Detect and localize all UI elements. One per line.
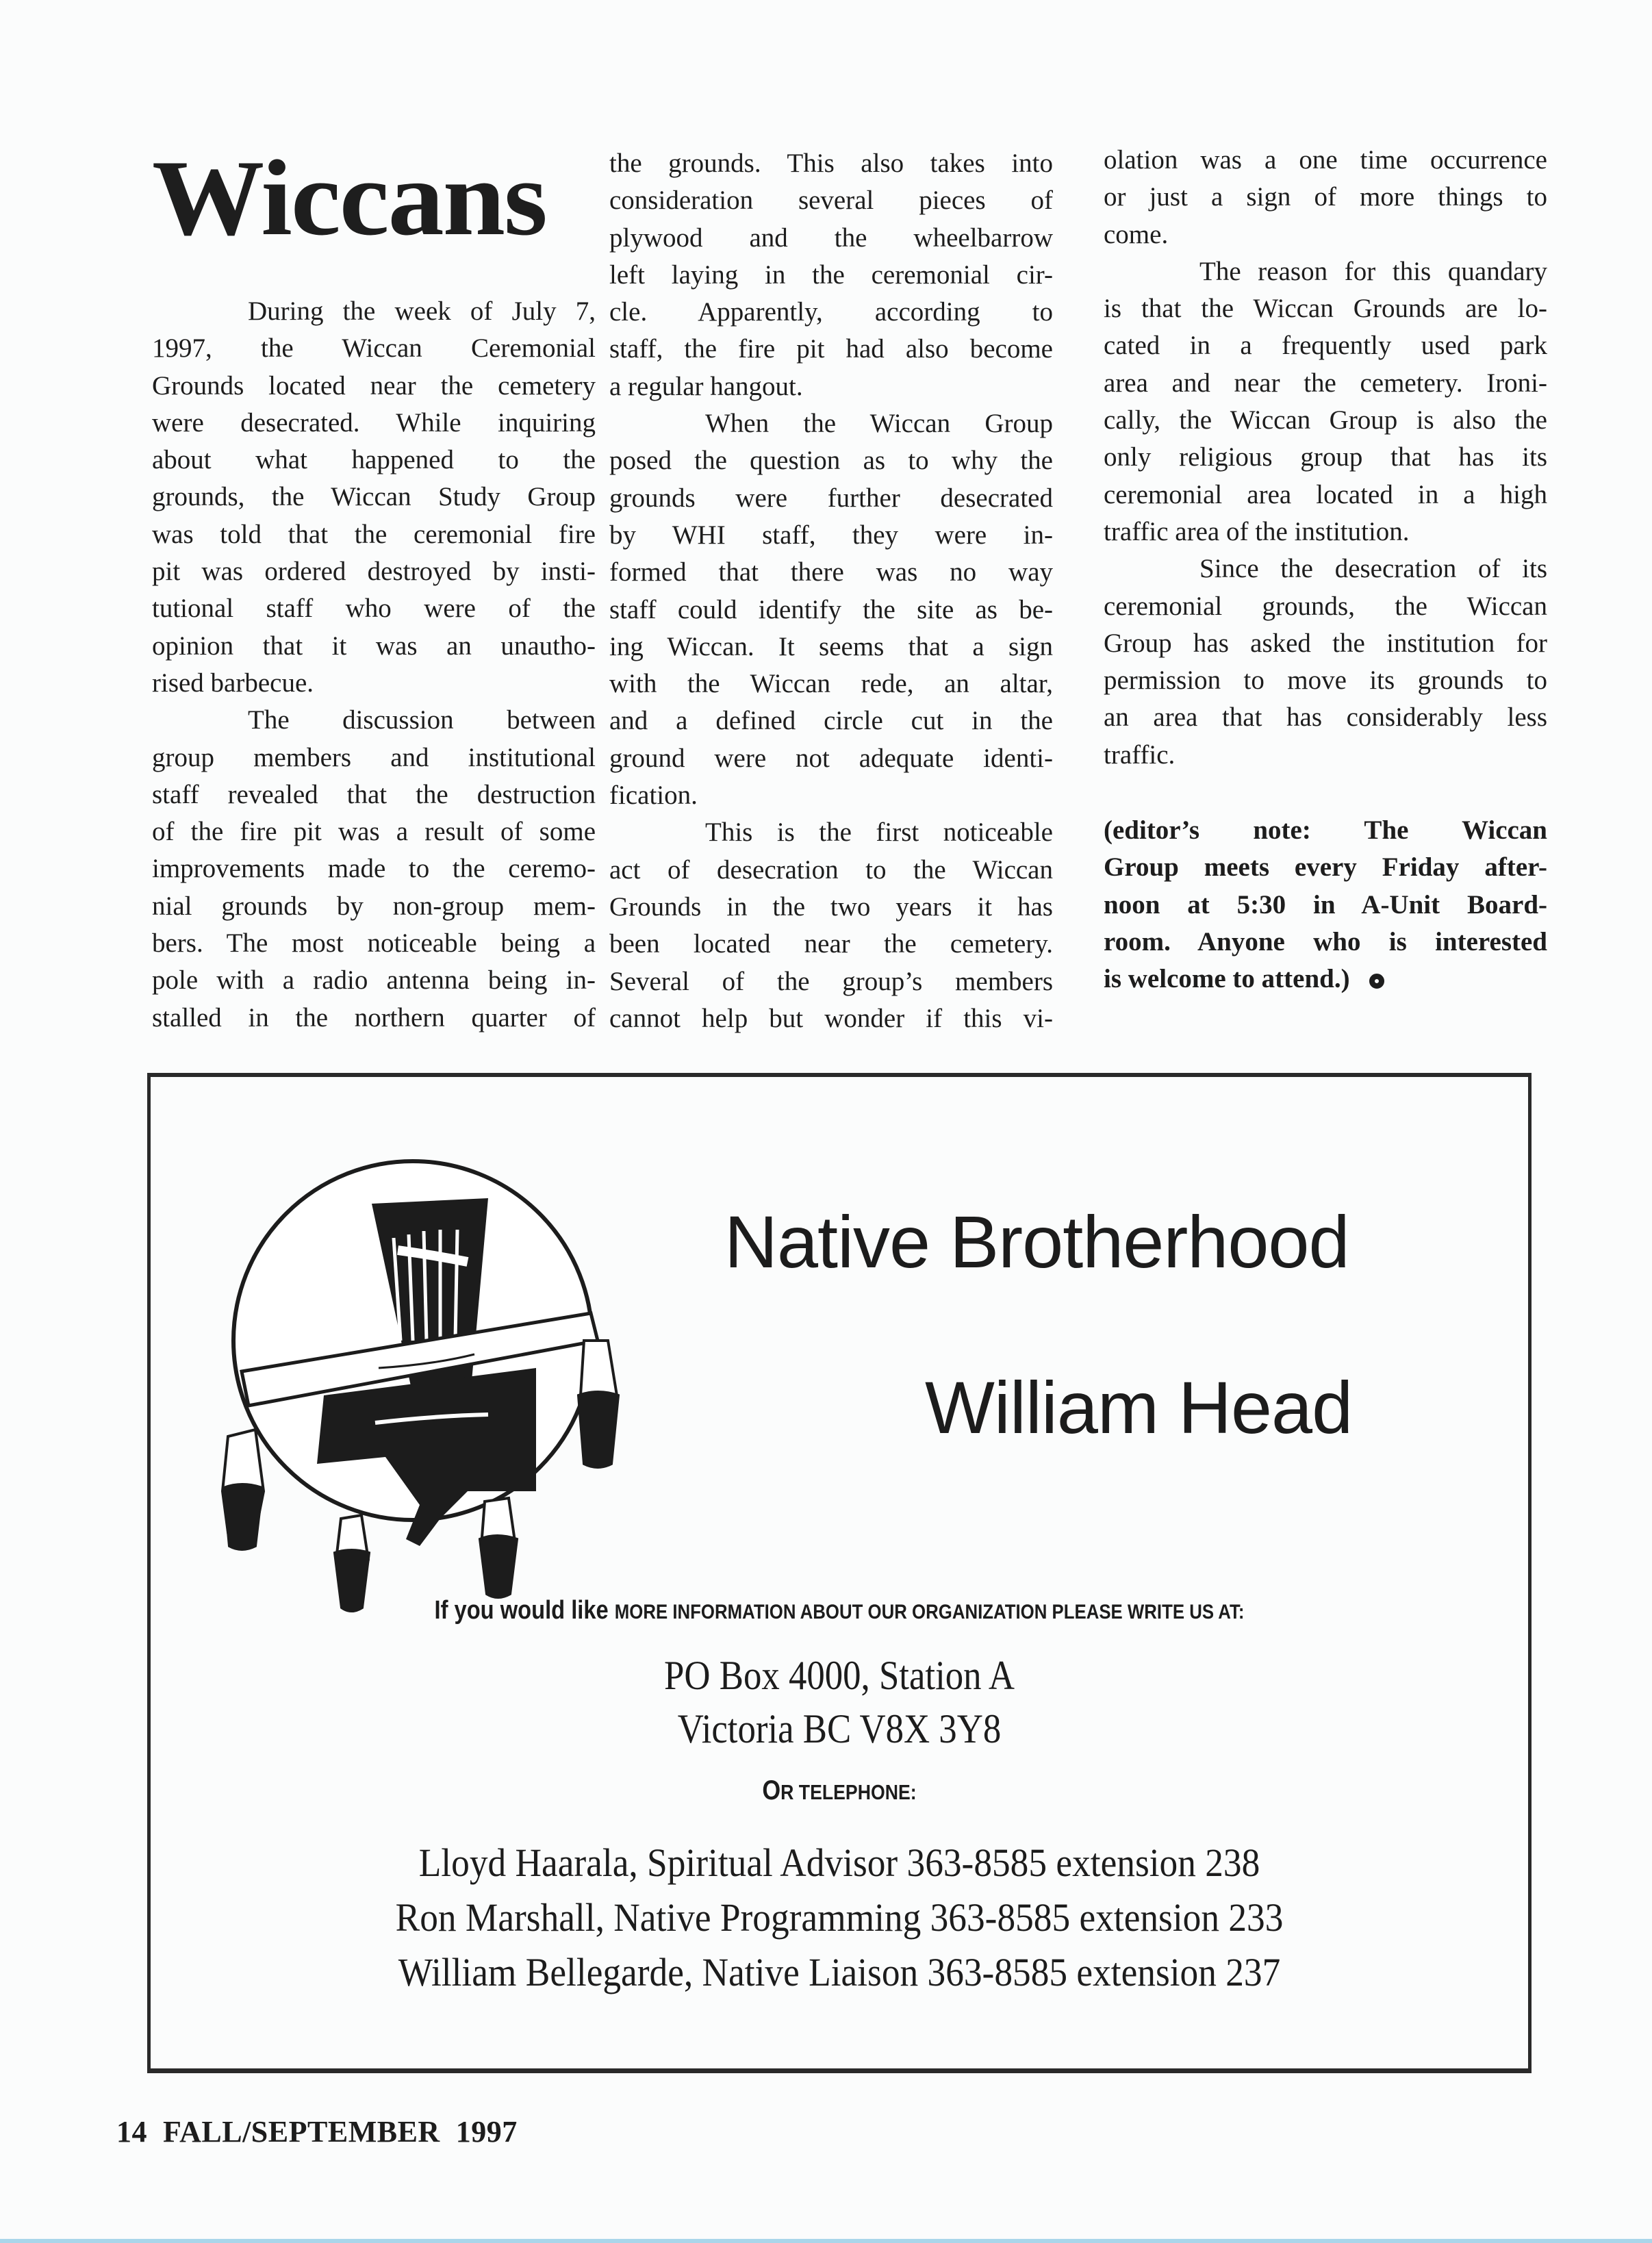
page-number: 14 — [116, 2115, 147, 2149]
article-text-line: consideration several pieces of — [609, 186, 1053, 216]
article-text-line: nial grounds by non-group mem- — [152, 891, 596, 921]
article-text-line: Since the desecration of its — [1199, 554, 1547, 584]
article-text-line: ceremonial grounds, the Wiccan — [1104, 591, 1547, 621]
article-text-line: grounds were further desecrated — [609, 483, 1053, 513]
contact-entry: Lloyd Haarala, Spiritual Advisor 363-8585 extension 238 — [418, 1840, 1260, 1885]
article-text-line: a regular hangout. — [609, 371, 803, 401]
editors-note-line — [1104, 812, 1547, 849]
article-text-line: with the Wiccan rede, an altar, — [609, 669, 1053, 699]
native-brotherhood-ad — [147, 1073, 1532, 2073]
article-text-line: opinion that it was an unautho- — [152, 631, 596, 661]
write-us-prompt-start: If you would like — [434, 1596, 615, 1625]
telephone-prompt-initial: O — [762, 1775, 781, 1805]
article-text-line: improvements made to the ceremo- — [152, 854, 596, 884]
article-text-line: been located near the cemetery. — [609, 929, 1053, 959]
scan-edge-strip — [0, 2239, 1652, 2243]
article-text-line: ceremonial area located in a high — [1104, 479, 1547, 509]
article-text-line: come. — [1104, 219, 1169, 249]
article-text-line: traffic. — [1104, 739, 1176, 770]
article-text-line: is that the Wiccan Grounds are lo- — [1104, 294, 1547, 324]
article-text-line: staff revealed that the destruction — [152, 779, 596, 809]
article-text-line: Grounds located near the cemetery — [152, 370, 596, 401]
article-text-line: staff could identify the site as be- — [609, 594, 1053, 624]
editors-note-text: is welcome to attend.) — [1104, 964, 1350, 994]
article-column-2 — [609, 145, 1053, 1037]
telephone-prompt-rest: R TELEPHONE: — [780, 1780, 917, 1804]
article-text-line: rised barbecue. — [152, 668, 314, 698]
article-text-line: cated in a frequently used park — [1104, 331, 1547, 361]
article-text-line: formed that there was no way — [609, 557, 1053, 587]
ad-title-william-head: William Head — [925, 1366, 1353, 1449]
article-text-line: olation was a one time occurrence — [1104, 145, 1547, 175]
article-text-line: pit was ordered destroyed by insti- — [152, 557, 596, 587]
write-us-prompt — [247, 1596, 1432, 1625]
article-text-line: were desecrated. While inquiring — [152, 407, 596, 438]
article-column-1 — [152, 293, 596, 1037]
article-text-line: plywood and the wheelbarrow — [609, 223, 1053, 253]
article-text-line: bers. The most noticeable being a — [152, 928, 596, 959]
article-text-line: cannot help but wonder if this vi- — [609, 1003, 1053, 1033]
article-text-line: was told that the ceremonial fire — [152, 519, 596, 549]
article-text-line: stalled in the northern quarter of — [152, 1002, 596, 1032]
article-text-line: or just a sign of more things to — [1104, 182, 1547, 212]
article-text-line: of the fire pit was a result of some — [152, 817, 596, 847]
article-text-line: only religious group that has its — [1104, 442, 1547, 472]
editors-note-line — [1104, 887, 1547, 924]
article-text-line: by WHI staff, they were in- — [609, 520, 1053, 550]
editors-note-line — [1104, 961, 1547, 998]
article-text-line: an area that has considerably less — [1104, 702, 1547, 733]
article-text-line: staff, the fire pit had also become — [609, 334, 1053, 364]
issue-date: FALL/SEPTEMBER 1997 — [163, 2115, 518, 2149]
contact-entry: William Bellegarde, Native Liaison 363-8585 extension 237 — [398, 1950, 1281, 1994]
article-text-line: traffic area of the institution. — [1104, 516, 1410, 546]
end-of-article-icon — [1369, 974, 1384, 989]
article-text-line: tutional staff who were of the — [152, 594, 596, 624]
article-column-3 — [1104, 142, 1547, 998]
address-line-2: Victoria BC V8X 3Y8 — [677, 1706, 1002, 1751]
editors-note-line — [1104, 849, 1547, 886]
article-headline: Wiccans — [152, 138, 546, 258]
article-text-line: During the week of July 7, — [248, 296, 596, 326]
article-text-line: pole with a radio antenna being in- — [152, 965, 596, 996]
article-text-line: the grounds. This also takes into — [609, 149, 1053, 178]
article-text-line: left laying in the ceremonial cir- — [609, 259, 1053, 290]
article-text-line: posed the question as to why the — [609, 446, 1053, 476]
medicine-wheel-logo-icon — [214, 1135, 625, 1614]
article-text-line: grounds, the Wiccan Study Group — [152, 482, 596, 512]
editors-note-text: noon at 5:30 in A-Unit Board- — [1104, 889, 1547, 920]
ad-title-native-brotherhood: Native Brotherhood — [724, 1200, 1349, 1283]
telephone-prompt — [247, 1775, 1432, 1806]
article-text-line: cle. Apparently, according to — [609, 297, 1053, 327]
article-text-line: Grounds in the two years it has — [609, 891, 1053, 922]
page-footer — [116, 2114, 518, 2149]
article-text-line: cally, the Wiccan Group is also the — [1104, 405, 1547, 435]
article-text-line: The reason for this quandary — [1199, 256, 1547, 286]
article-text-line: The discussion between — [248, 705, 596, 735]
editors-note-text: (editor’s note: The Wiccan — [1104, 815, 1547, 846]
contact-entry: Ron Marshall, Native Programming 363-8585 extension 233 — [395, 1895, 1284, 1940]
write-us-prompt-rest: MORE INFORMATION ABOUT OUR ORGANIZATION PLEASE WRITE US AT: — [614, 1601, 1245, 1623]
article-text-line: ing Wiccan. It seems that a sign — [609, 631, 1053, 661]
article-text-line: Group has asked the institution for — [1104, 628, 1547, 658]
article-text-line: act of desecration to the Wiccan — [609, 854, 1053, 885]
article-text-line: This is the first noticeable — [705, 818, 1053, 848]
editors-note-text: Group meets every Friday after- — [1104, 852, 1547, 883]
article-text-line: When the Wiccan Group — [705, 409, 1053, 439]
article-text-line: about what happened to the — [152, 445, 596, 475]
article-text-line: area and near the cemetery. Ironi- — [1104, 368, 1547, 398]
article-text-line: fication. — [609, 781, 698, 811]
article-text-line: and a defined circle cut in the — [609, 706, 1053, 736]
address-line-1: PO Box 4000, Station A — [664, 1653, 1015, 1698]
editors-note-line — [1104, 924, 1547, 961]
editors-note-text: room. Anyone who is interested — [1104, 926, 1547, 956]
article-text-line: Several of the group’s members — [609, 966, 1053, 996]
article-text-line: permission to move its grounds to — [1104, 666, 1547, 696]
article-text-line: ground were not adequate identi- — [609, 743, 1053, 773]
article-text-line: group members and institutional — [152, 742, 596, 772]
contact-list — [151, 1836, 1528, 2000]
article-text-line: 1997, the Wiccan Ceremonial — [152, 333, 596, 364]
